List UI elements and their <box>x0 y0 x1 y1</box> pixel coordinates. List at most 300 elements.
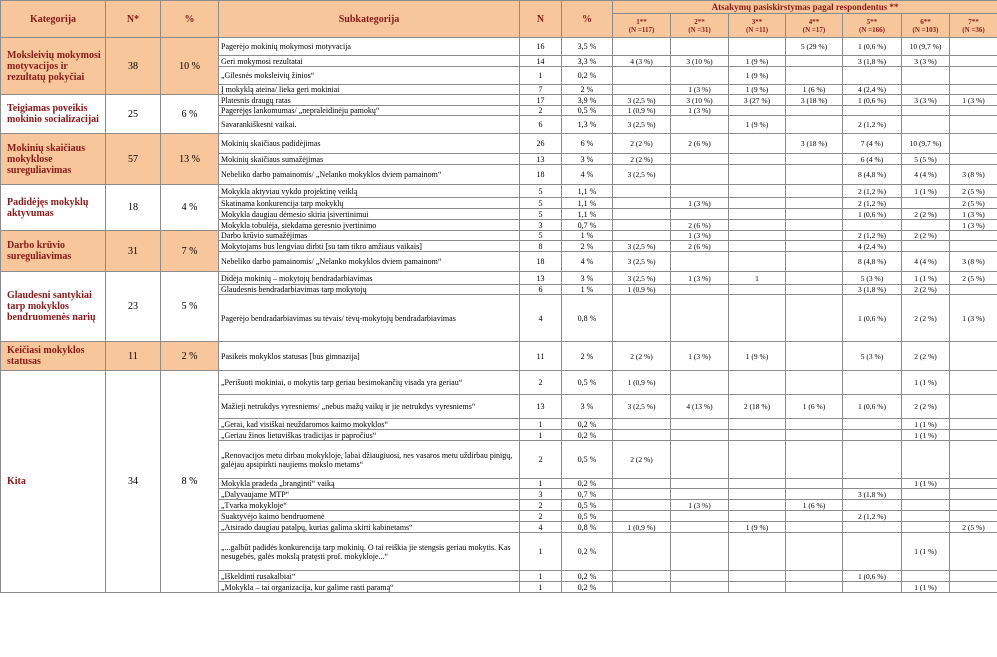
group-2-value: 1 (3 %) <box>671 272 729 285</box>
subcategory-name: Geri mokymosi rezultatai <box>219 56 520 67</box>
subcategory-percent: 2 % <box>562 342 613 371</box>
group-7-value <box>950 342 997 371</box>
group-4-value <box>786 342 843 371</box>
group-3-value <box>729 198 786 209</box>
group-4-value <box>786 430 843 441</box>
subcategory-n: 6 <box>520 285 562 295</box>
subcategory-name: Pagerėjęs lankomumas/ „nepraleidinėju pamokų“ <box>219 106 520 116</box>
subcategory-name: Pagerėjo mokinių mokymosi motyvacija <box>219 38 520 56</box>
group-1-value: 1 (0,9 %) <box>613 106 671 116</box>
header-percent-sub: % <box>562 1 613 38</box>
subcategory-n: 17 <box>520 95 562 106</box>
subcategory-name: Mokinių skaičiaus sumažėjimas <box>219 154 520 165</box>
group-6-value: 5 (5 %) <box>902 154 950 165</box>
subcategory-name: Didėja mokinių – mokytojų bendradarbiavimas <box>219 272 520 285</box>
group-3-value <box>729 582 786 593</box>
subcategory-percent: 3 % <box>562 272 613 285</box>
group-3-value <box>729 285 786 295</box>
subcategory-percent: 3 % <box>562 154 613 165</box>
group-4-value <box>786 185 843 198</box>
group-3-value <box>729 295 786 342</box>
group-6-value: 3 (3 %) <box>902 56 950 67</box>
group-6-value: 3 (3 %) <box>902 95 950 106</box>
group-7-value <box>950 571 997 582</box>
group-1-value <box>613 185 671 198</box>
category-name: Darbo krūvio sureguliavimas <box>1 231 106 272</box>
group-code: 3** <box>751 17 763 26</box>
subcategory-n: 13 <box>520 395 562 419</box>
group-3-value <box>729 571 786 582</box>
group-6-value: 1 (1 %) <box>902 582 950 593</box>
category-percent: 13 % <box>161 134 219 185</box>
category-name: Padidėjęs mokyklų aktyvumas <box>1 185 106 231</box>
group-6-value <box>902 85 950 95</box>
subcategory-n: 1 <box>520 430 562 441</box>
group-7-value <box>950 285 997 295</box>
group-code: 4** <box>808 17 820 26</box>
subcategory-percent: 0,8 % <box>562 295 613 342</box>
group-7-value <box>950 500 997 511</box>
group-1-value: 3 (2,5 %) <box>613 252 671 272</box>
subcategory-percent: 0,2 % <box>562 582 613 593</box>
table-row <box>1 342 997 371</box>
group-1-value: 1 (0,9 %) <box>613 371 671 395</box>
group-4-value <box>786 67 843 85</box>
table-row <box>1 134 997 154</box>
group-4-value: 1 (6 %) <box>786 395 843 419</box>
subcategory-percent: 1,1 % <box>562 185 613 198</box>
subcategory-name: Mokykla pradeda „brangintí“ vaiką <box>219 479 520 489</box>
subcategory-name: „Tvarka mokykloje“ <box>219 500 520 511</box>
group-code: 1** <box>636 17 647 26</box>
header-n: N <box>520 1 562 38</box>
group-1-value <box>613 582 671 593</box>
group-6-value <box>902 106 950 116</box>
subcategory-n: 1 <box>520 67 562 85</box>
header-group-2 <box>671 14 729 38</box>
group-2-value <box>671 285 729 295</box>
group-3-value <box>729 430 786 441</box>
group-7-value <box>950 419 997 430</box>
group-6-value: 1 (1 %) <box>902 272 950 285</box>
category-name: Kita <box>1 371 106 593</box>
group-1-value: 3 (2,5 %) <box>613 395 671 419</box>
group-4-value <box>786 241 843 252</box>
group-4-value: 3 (18 %) <box>786 134 843 154</box>
subcategory-n: 18 <box>520 252 562 272</box>
group-1-value <box>613 295 671 342</box>
group-7-value: 1 (3 %) <box>950 95 997 106</box>
group-4-value <box>786 165 843 185</box>
group-6-value <box>902 241 950 252</box>
group-1-value <box>613 479 671 489</box>
subcategory-n: 5 <box>520 209 562 220</box>
group-2-value <box>671 571 729 582</box>
group-2-value: 1 (3 %) <box>671 106 729 116</box>
group-3-value <box>729 441 786 479</box>
subcategory-percent: 0,2 % <box>562 571 613 582</box>
subcategory-percent: 6 % <box>562 134 613 154</box>
group-3-value <box>729 106 786 116</box>
group-2-value: 1 (3 %) <box>671 85 729 95</box>
group-5-value: 2 (1,2 %) <box>843 198 902 209</box>
subcategory-n: 8 <box>520 241 562 252</box>
header-group-5 <box>843 14 902 38</box>
group-6-value: 2 (2 %) <box>902 285 950 295</box>
group-4-value: 1 (6 %) <box>786 85 843 95</box>
group-4-value <box>786 489 843 500</box>
group-1-value: 1 (0,9 %) <box>613 522 671 533</box>
group-7-value: 2 (5 %) <box>950 522 997 533</box>
group-7-value: 3 (8 %) <box>950 165 997 185</box>
group-5-value <box>843 106 902 116</box>
subcategory-name: Mokytojams bus lengviau dirbti [su tam tikro amžiaus vaikais] <box>219 241 520 252</box>
group-5-value: 1 (0,6 %) <box>843 209 902 220</box>
group-4-value <box>786 511 843 522</box>
subcategory-name: Nebeliko darbo pamainomis/ „Nelanko mokyklos dviem pamainom“ <box>219 165 520 185</box>
group-6-value: 2 (2 %) <box>902 209 950 220</box>
category-percent: 5 % <box>161 272 219 342</box>
subcategory-n: 5 <box>520 198 562 209</box>
group-5-value: 8 (4,8 %) <box>843 165 902 185</box>
subcategory-name: „Perišuoti mokiniai, o mokytis tarp geriau besimokančių visada yra geriau“ <box>219 371 520 395</box>
group-1-value <box>613 511 671 522</box>
group-2-value: 3 (10 %) <box>671 56 729 67</box>
subcategory-name: Savarankiškesni vaikai. <box>219 116 520 134</box>
subcategory-n: 2 <box>520 511 562 522</box>
group-3-value <box>729 371 786 395</box>
group-7-value <box>950 582 997 593</box>
subcategory-percent: 3,3 % <box>562 56 613 67</box>
category-n: 11 <box>106 342 161 371</box>
group-6-value: 10 (9,7 %) <box>902 134 950 154</box>
group-2-value <box>671 371 729 395</box>
group-2-value <box>671 252 729 272</box>
table-row <box>1 272 997 285</box>
subcategory-percent: 0,5 % <box>562 500 613 511</box>
group-3-value: 3 (27 %) <box>729 95 786 106</box>
group-4-value: 3 (18 %) <box>786 95 843 106</box>
category-n: 57 <box>106 134 161 185</box>
group-5-value <box>843 533 902 571</box>
group-6-value <box>902 489 950 500</box>
group-2-value <box>671 441 729 479</box>
subcategory-name: Skatinama konkurencija tarp mokyklų <box>219 198 520 209</box>
group-6-value: 2 (2 %) <box>902 395 950 419</box>
group-size: (N =166) <box>859 25 885 34</box>
header-group-3 <box>729 14 786 38</box>
group-4-value <box>786 198 843 209</box>
group-6-value <box>902 116 950 134</box>
group-3-value <box>729 231 786 241</box>
group-2-value <box>671 154 729 165</box>
subcategory-name: „Dalyvaujame MTP“ <box>219 489 520 500</box>
group-5-value: 2 (1,2 %) <box>843 116 902 134</box>
category-n: 31 <box>106 231 161 272</box>
subcategory-name: Mažieji netrukdys vyresniems/ „nebus mažų vaikų ir jie netrukdys vyresniems“ <box>219 395 520 419</box>
group-7-value <box>950 511 997 522</box>
group-1-value <box>613 489 671 500</box>
group-3-value <box>729 185 786 198</box>
subcategory-name: „Geriau žinos lietuviškas tradicijas ir papročius“ <box>219 430 520 441</box>
group-7-value <box>950 489 997 500</box>
group-2-value: 2 (6 %) <box>671 220 729 231</box>
group-3-value: 1 (9 %) <box>729 522 786 533</box>
group-size: (N =117) <box>628 25 655 34</box>
group-7-value <box>950 441 997 479</box>
subcategory-name: Glaudesnis bendradarbiavimas tarp mokytojų <box>219 285 520 295</box>
subcategory-n: 13 <box>520 154 562 165</box>
group-5-value: 1 (0,6 %) <box>843 571 902 582</box>
group-7-value: 1 (3 %) <box>950 295 997 342</box>
group-2-value <box>671 511 729 522</box>
group-5-value <box>843 67 902 85</box>
group-3-value <box>729 489 786 500</box>
subcategory-name: Pasikeis mokyklos statusas [bus gimnazija] <box>219 342 520 371</box>
group-7-value <box>950 38 997 56</box>
subcategory-n: 6 <box>520 116 562 134</box>
subcategory-n: 1 <box>520 479 562 489</box>
group-7-value <box>950 371 997 395</box>
group-6-value: 1 (1 %) <box>902 479 950 489</box>
group-7-value <box>950 533 997 571</box>
group-2-value <box>671 38 729 56</box>
group-4-value <box>786 533 843 571</box>
group-1-value: 3 (2,5 %) <box>613 241 671 252</box>
subcategory-n: 3 <box>520 220 562 231</box>
subcategory-n: 5 <box>520 231 562 241</box>
group-6-value: 1 (1 %) <box>902 419 950 430</box>
subcategory-n: 14 <box>520 56 562 67</box>
group-5-value: 1 (0,6 %) <box>843 95 902 106</box>
group-2-value: 4 (13 %) <box>671 395 729 419</box>
subcategory-n: 4 <box>520 522 562 533</box>
group-4-value <box>786 295 843 342</box>
group-4-value <box>786 571 843 582</box>
table-header <box>1 1 997 38</box>
group-7-value <box>950 395 997 419</box>
group-4-value <box>786 285 843 295</box>
group-4-value <box>786 220 843 231</box>
group-size: (N =36) <box>962 25 985 34</box>
group-7-value <box>950 56 997 67</box>
subcategory-n: 2 <box>520 106 562 116</box>
group-5-value: 4 (2,4 %) <box>843 85 902 95</box>
subcategory-name: Mokykla daugiau dėmesio skiria įsivertinimui <box>219 209 520 220</box>
subcategory-n: 5 <box>520 185 562 198</box>
group-4-value <box>786 522 843 533</box>
group-2-value <box>671 430 729 441</box>
group-4-value: 5 (29 %) <box>786 38 843 56</box>
group-5-value: 3 (1,8 %) <box>843 285 902 295</box>
group-5-value: 8 (4,8 %) <box>843 252 902 272</box>
group-5-value <box>843 371 902 395</box>
category-name: Keičiasi mokyklos statusas <box>1 342 106 371</box>
group-1-value: 1 (0,9 %) <box>613 285 671 295</box>
subcategory-n: 16 <box>520 38 562 56</box>
table-row <box>1 95 997 106</box>
group-1-value: 2 (2 %) <box>613 134 671 154</box>
group-3-value <box>729 500 786 511</box>
group-2-value: 2 (6 %) <box>671 134 729 154</box>
group-6-value <box>902 220 950 231</box>
group-6-value <box>902 198 950 209</box>
subcategory-name: „Gerai, kad visiškai neuždaromos kaimo mokyklos“ <box>219 419 520 430</box>
subcategory-percent: 0,7 % <box>562 489 613 500</box>
category-percent: 10 % <box>161 38 219 95</box>
subcategory-percent: 0,5 % <box>562 441 613 479</box>
header-percent: % <box>161 1 219 38</box>
subcategory-n: 11 <box>520 342 562 371</box>
group-3-value <box>729 220 786 231</box>
subcategory-n: 1 <box>520 571 562 582</box>
group-3-value <box>729 252 786 272</box>
group-5-value <box>843 500 902 511</box>
subcategory-name: „Iškeldinti rusakalbiai“ <box>219 571 520 582</box>
group-size: (N =31) <box>688 25 711 34</box>
category-n: 25 <box>106 95 161 134</box>
group-4-value <box>786 479 843 489</box>
category-name: Glaudesni santykiai tarp mokyklos bendruomenės narių <box>1 272 106 342</box>
subcategory-percent: 1,1 % <box>562 198 613 209</box>
subcategory-percent: 2 % <box>562 241 613 252</box>
subcategory-name: Mokinių skaičiaus padidėjimas <box>219 134 520 154</box>
group-5-value: 2 (1,2 %) <box>843 185 902 198</box>
group-3-value <box>729 511 786 522</box>
group-1-value <box>613 571 671 582</box>
group-2-value: 2 (6 %) <box>671 241 729 252</box>
category-name: Moksleivių mokymosi motyvacijos ir rezultatų pokyčiai <box>1 38 106 95</box>
group-2-value <box>671 116 729 134</box>
table-row <box>1 38 997 56</box>
group-code: 6** <box>920 17 931 26</box>
subcategory-percent: 0,5 % <box>562 511 613 522</box>
group-1-value <box>613 419 671 430</box>
header-group-7 <box>950 14 997 38</box>
group-5-value: 3 (1,8 %) <box>843 56 902 67</box>
subcategory-percent: 3,9 % <box>562 95 613 106</box>
group-1-value: 3 (2,5 %) <box>613 272 671 285</box>
group-7-value <box>950 106 997 116</box>
group-4-value: 1 (6 %) <box>786 500 843 511</box>
group-5-value <box>843 479 902 489</box>
group-1-value: 3 (2,5 %) <box>613 95 671 106</box>
group-4-value <box>786 272 843 285</box>
group-6-value <box>902 441 950 479</box>
table-row <box>1 371 997 395</box>
group-7-value: 1 (3 %) <box>950 220 997 231</box>
category-name: Mokinių skaičiaus mokyklose sureguliavimas <box>1 134 106 185</box>
group-7-value <box>950 134 997 154</box>
subcategory-name: „Gilesnės moksleivių žinios“ <box>219 67 520 85</box>
subcategory-n: 13 <box>520 272 562 285</box>
group-2-value: 3 (10 %) <box>671 95 729 106</box>
subcategory-percent: 0,5 % <box>562 106 613 116</box>
group-1-value <box>613 209 671 220</box>
group-7-value <box>950 231 997 241</box>
group-3-value <box>729 241 786 252</box>
subcategory-name: „Renovacijos metu dirbau mokykloje, labai džiaugiuosi, nes vasaros metu uždirbau pinigų, galėjau apsipirkti naujiems mokslo metams“ <box>219 441 520 479</box>
header-group-title: Atsakymų pasiskirstymas pagal respondentus ** <box>613 1 997 14</box>
header-subkategorija: Subkategorija <box>219 1 520 38</box>
group-5-value <box>843 220 902 231</box>
subcategory-name: „Atsirado daugiau patalpų, kurias galima skirti kabinetams“ <box>219 522 520 533</box>
subcategory-percent: 4 % <box>562 165 613 185</box>
group-2-value <box>671 185 729 198</box>
group-3-value <box>729 209 786 220</box>
group-code: 5** <box>866 17 878 26</box>
subcategory-n: 2 <box>520 441 562 479</box>
group-3-value: 1 <box>729 272 786 285</box>
group-3-value <box>729 134 786 154</box>
subcategory-n: 26 <box>520 134 562 154</box>
group-2-value <box>671 419 729 430</box>
category-n: 38 <box>106 38 161 95</box>
subcategory-percent: 1 % <box>562 285 613 295</box>
group-4-value <box>786 441 843 479</box>
group-5-value: 4 (2,4 %) <box>843 241 902 252</box>
group-5-value: 5 (3 %) <box>843 272 902 285</box>
subcategory-name: Į mokyklą ateina/ lieka geri mokiniai <box>219 85 520 95</box>
group-6-value: 10 (9,7 %) <box>902 38 950 56</box>
group-2-value: 1 (3 %) <box>671 198 729 209</box>
category-percent: 6 % <box>161 95 219 134</box>
group-7-value <box>950 430 997 441</box>
subcategory-name: Suaktyvėjo kaimo bendruomenė <box>219 511 520 522</box>
group-2-value: 1 (3 %) <box>671 231 729 241</box>
group-4-value <box>786 154 843 165</box>
group-7-value <box>950 241 997 252</box>
subcategory-n: 3 <box>520 489 562 500</box>
group-6-value <box>902 571 950 582</box>
group-4-value <box>786 106 843 116</box>
subcategory-percent: 1,3 % <box>562 116 613 134</box>
subcategory-percent: 0,2 % <box>562 479 613 489</box>
group-4-value <box>786 419 843 430</box>
group-6-value <box>902 67 950 85</box>
group-5-value: 6 (4 %) <box>843 154 902 165</box>
group-code: 2** <box>694 17 705 26</box>
category-n: 23 <box>106 272 161 342</box>
group-1-value <box>613 533 671 571</box>
group-2-value <box>671 295 729 342</box>
subcategory-percent: 4 % <box>562 252 613 272</box>
header-n-star: N* <box>106 1 161 38</box>
group-1-value: 4 (3 %) <box>613 56 671 67</box>
group-2-value <box>671 533 729 571</box>
group-5-value: 1 (0,6 %) <box>843 395 902 419</box>
group-7-value <box>950 85 997 95</box>
group-3-value <box>729 479 786 489</box>
category-percent: 8 % <box>161 371 219 593</box>
group-2-value <box>671 489 729 500</box>
group-3-value: 1 (9 %) <box>729 85 786 95</box>
header-group-6 <box>902 14 950 38</box>
subcategory-n: 4 <box>520 295 562 342</box>
subcategory-percent: 1 % <box>562 231 613 241</box>
group-5-value <box>843 582 902 593</box>
group-size: (N =11) <box>745 25 769 34</box>
group-6-value: 1 (1 %) <box>902 185 950 198</box>
subcategory-percent: 0,2 % <box>562 533 613 571</box>
category-percent: 2 % <box>161 342 219 371</box>
subcategory-name: Platesnis draugų ratas <box>219 95 520 106</box>
group-1-value <box>613 67 671 85</box>
group-4-value <box>786 582 843 593</box>
subcategory-percent: 0,5 % <box>562 371 613 395</box>
group-3-value <box>729 154 786 165</box>
subcategory-percent: 0,2 % <box>562 430 613 441</box>
